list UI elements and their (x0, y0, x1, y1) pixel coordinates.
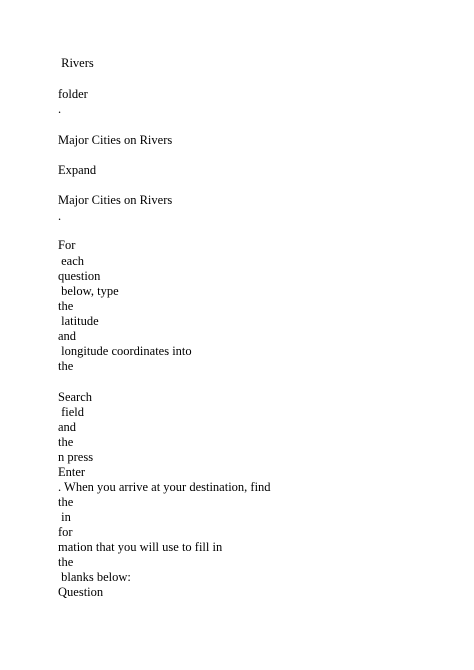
text-line: field (58, 405, 85, 419)
text-line: . (58, 209, 62, 223)
text-line: blanks below: (58, 570, 131, 584)
text-line: and (58, 329, 77, 343)
text-line: and (58, 420, 77, 434)
text-line: . When you arrive at your destination, find (58, 480, 271, 494)
text-line: folder (58, 87, 88, 101)
text-line: Expand (58, 163, 97, 177)
text-line: the (58, 555, 74, 569)
text-line: mation that you will use to fill in (58, 540, 223, 554)
text-line: each (58, 254, 85, 268)
text-line: the (58, 495, 74, 509)
text-line: the (58, 359, 74, 373)
text-line: longitude coordinates into (58, 344, 192, 358)
text-line: Search (58, 390, 93, 404)
text-line: Rivers (58, 56, 94, 70)
text-line: n press (58, 450, 94, 464)
text-line: For (58, 238, 76, 252)
text-line: the (58, 299, 74, 313)
text-line: . (58, 102, 62, 116)
text-line: question (58, 269, 101, 283)
text-line: Major Cities on Rivers (58, 193, 173, 207)
text-line: Question (58, 585, 104, 599)
text-line: the (58, 435, 74, 449)
text-line: Major Cities on Rivers (58, 133, 173, 147)
text-line: latitude (58, 314, 99, 328)
text-line: for (58, 525, 73, 539)
text-line: in (58, 510, 71, 524)
text-line: Enter (58, 465, 86, 479)
text-line: below, type (58, 284, 119, 298)
